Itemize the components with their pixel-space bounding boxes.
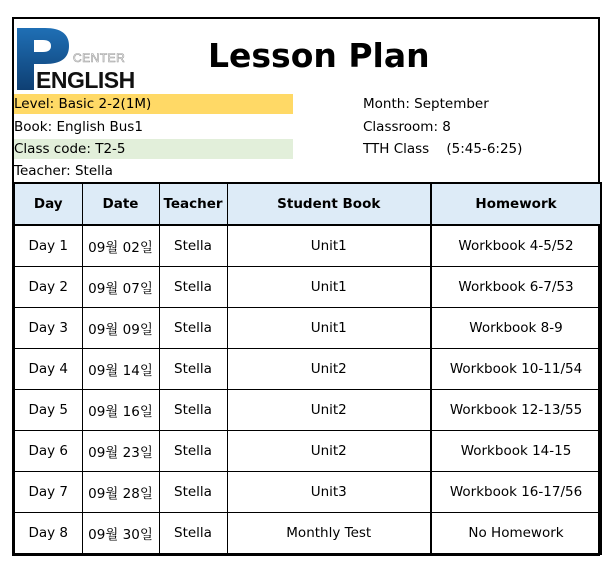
- table-row: [14, 267, 601, 308]
- day-cell: Day 1: [14, 225, 82, 267]
- student-book-cell: Unit1: [227, 308, 431, 349]
- homework-cell: Workbook 6-7/53: [431, 267, 601, 308]
- teacher-cell: Stella: [159, 472, 227, 513]
- date-cell: 09월 09일: [82, 308, 159, 349]
- column-header-homework: Homework: [431, 183, 601, 225]
- class-time-label: TTH Class (5:45-6:25): [363, 141, 523, 157]
- teacher-cell: Stella: [159, 267, 227, 308]
- homework-cell: Workbook 14-15: [431, 431, 601, 472]
- day-cell: Day 3: [14, 308, 82, 349]
- day-cell: Day 8: [14, 513, 82, 555]
- homework-cell: Workbook 10-11/54: [431, 349, 601, 390]
- level-label: Level: Basic 2-2(1M): [14, 94, 293, 114]
- homework-cell: Workbook 16-17/56: [431, 472, 601, 513]
- column-header-teacher: Teacher: [159, 183, 227, 225]
- logo-center-text: CENTER: [73, 51, 126, 65]
- table-row: [14, 349, 601, 390]
- table-row: [14, 390, 601, 431]
- center-english-logo: [15, 26, 140, 92]
- column-header-day: Day: [14, 183, 82, 225]
- table-row: [14, 431, 601, 472]
- table-row: [14, 308, 601, 349]
- teacher-cell: Stella: [159, 513, 227, 555]
- date-cell: 09월 16일: [82, 390, 159, 431]
- classroom-label: Classroom: 8: [363, 119, 451, 135]
- page-title: Lesson Plan: [208, 36, 430, 75]
- student-book-cell: Unit3: [227, 472, 431, 513]
- date-cell: 09월 23일: [82, 431, 159, 472]
- day-cell: Day 5: [14, 390, 82, 431]
- homework-cell: No Homework: [431, 513, 601, 555]
- day-cell: Day 6: [14, 431, 82, 472]
- column-header-date: Date: [82, 183, 159, 225]
- lesson-schedule-table: [13, 182, 602, 555]
- table-header-row: [14, 183, 601, 225]
- homework-cell: Workbook 8-9: [431, 308, 601, 349]
- table-row: [14, 225, 601, 267]
- teacher-cell: Stella: [159, 349, 227, 390]
- homework-cell: Workbook 12-13/55: [431, 390, 601, 431]
- date-cell: 09월 02일: [82, 225, 159, 267]
- student-book-cell: Unit2: [227, 431, 431, 472]
- date-cell: 09월 30일: [82, 513, 159, 555]
- date-cell: 09월 14일: [82, 349, 159, 390]
- teacher-cell: Stella: [159, 390, 227, 431]
- teacher-label: Teacher: Stella: [14, 163, 113, 179]
- student-book-cell: Unit2: [227, 349, 431, 390]
- logo-english-text: ENGLISH: [36, 67, 135, 92]
- student-book-cell: Unit1: [227, 267, 431, 308]
- teacher-cell: Stella: [159, 308, 227, 349]
- student-book-cell: Unit2: [227, 390, 431, 431]
- date-cell: 09월 28일: [82, 472, 159, 513]
- homework-cell: Workbook 4-5/52: [431, 225, 601, 267]
- book-label: Book: English Bus1: [14, 119, 143, 135]
- student-book-cell: Monthly Test: [227, 513, 431, 555]
- day-cell: Day 4: [14, 349, 82, 390]
- day-cell: Day 7: [14, 472, 82, 513]
- teacher-cell: Stella: [159, 431, 227, 472]
- month-label: Month: September: [363, 96, 489, 112]
- class-code-label: Class code: T2-5: [14, 139, 293, 159]
- student-book-cell: Unit1: [227, 225, 431, 267]
- table-row: [14, 513, 601, 555]
- column-header-student-book: Student Book: [227, 183, 431, 225]
- day-cell: Day 2: [14, 267, 82, 308]
- teacher-cell: Stella: [159, 225, 227, 267]
- table-row: [14, 472, 601, 513]
- date-cell: 09월 07일: [82, 267, 159, 308]
